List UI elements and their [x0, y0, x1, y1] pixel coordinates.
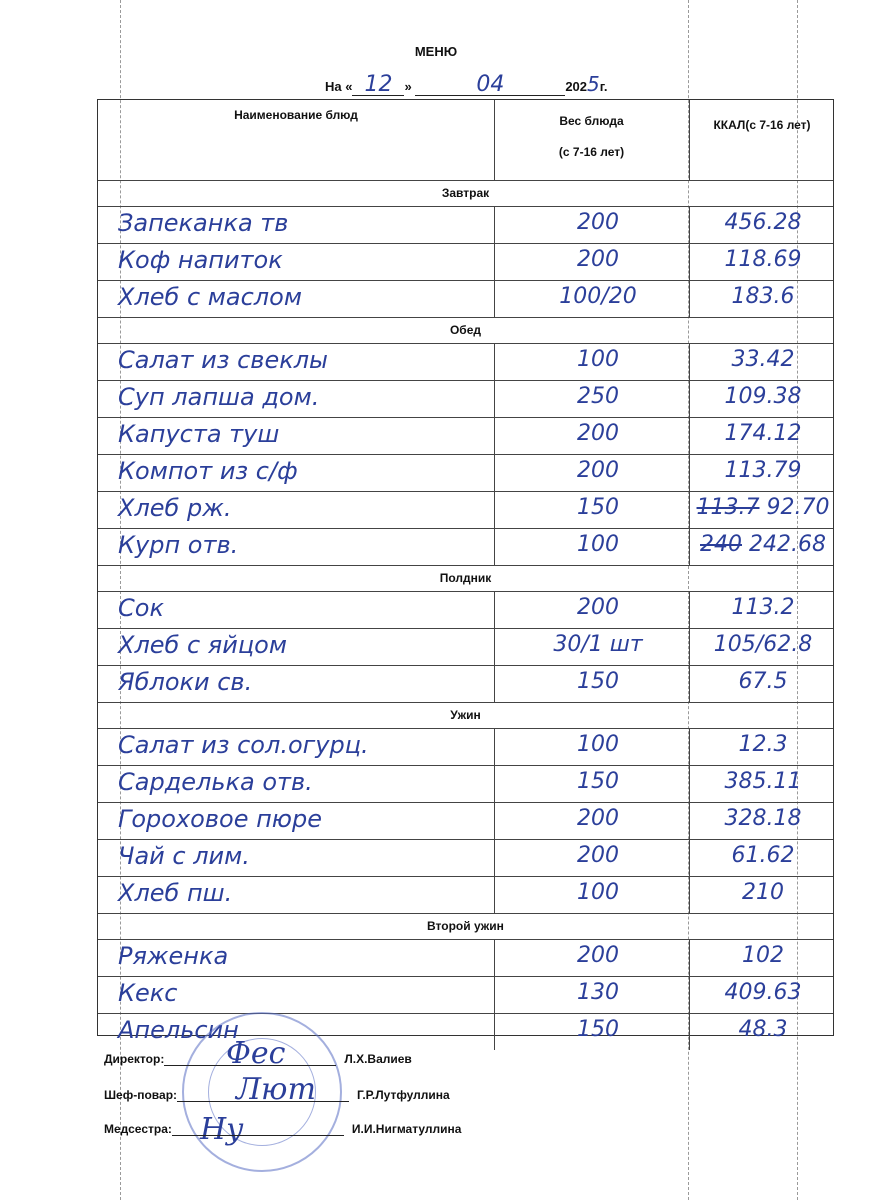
- column-divider: [494, 728, 495, 913]
- row-line: [98, 206, 833, 207]
- column-divider: [689, 343, 690, 565]
- director-signature: Фес: [226, 1036, 286, 1071]
- table-row: [98, 730, 833, 764]
- signature-role: Шеф-повар:: [104, 1088, 178, 1102]
- row-line: [98, 528, 833, 529]
- dish-weight: 100/20: [559, 284, 637, 309]
- row-line: [98, 976, 833, 977]
- row-line: [98, 665, 833, 666]
- row-line: [98, 317, 833, 318]
- dish-weight: 130: [577, 980, 619, 1005]
- column-divider: [494, 100, 495, 180]
- column-divider: [494, 343, 495, 565]
- row-line: [98, 765, 833, 766]
- dish-name: Хлеб пш.: [118, 879, 233, 907]
- row-line: [98, 343, 833, 344]
- dish-name: Гороховое пюре: [118, 805, 322, 833]
- dish-weight: 200: [577, 806, 619, 831]
- dish-name: Сок: [118, 594, 164, 622]
- table-row: [98, 282, 833, 316]
- signature-line: [164, 1053, 336, 1066]
- signature-name: И.И.Нигматуллина: [351, 1122, 462, 1136]
- dish-weight: 200: [577, 458, 619, 483]
- row-line: [98, 728, 833, 729]
- day-blank: [352, 72, 404, 97]
- date-prefix: На «: [325, 79, 353, 94]
- row-line: [98, 628, 833, 629]
- row-line: [98, 702, 833, 703]
- column-header-weight-age: (с 7-16 лет): [558, 145, 625, 159]
- dish-kcal: 409.63: [724, 980, 802, 1005]
- section-title: Второй ужин: [427, 919, 504, 933]
- dish-kcal: 61.62: [731, 843, 795, 868]
- column-divider: [689, 100, 690, 180]
- section-title: Полдник: [439, 571, 492, 585]
- dish-kcal: 33.42: [731, 347, 795, 372]
- column-divider: [689, 591, 690, 702]
- dish-kcal: 328.18: [724, 806, 802, 831]
- row-line: [98, 1013, 833, 1014]
- year-digit: 5: [587, 72, 600, 96]
- column-divider: [494, 206, 495, 317]
- table-row: [98, 667, 833, 701]
- dish-name: Кекс: [118, 979, 178, 1007]
- dish-name: Хлеб с яйцом: [118, 631, 287, 659]
- table-row: [98, 593, 833, 627]
- dish-name: Суп лапша дом.: [118, 383, 320, 411]
- year-suffix: г.: [599, 79, 608, 94]
- dish-name: Ряженка: [118, 942, 229, 970]
- dish-weight: 150: [577, 769, 619, 794]
- row-line: [98, 839, 833, 840]
- table-row: [98, 382, 833, 416]
- month-value: 04: [476, 72, 505, 97]
- signature-name: Г.Р.Лутфуллина: [357, 1088, 450, 1102]
- dish-kcal: 105/62.8: [713, 632, 813, 657]
- signature-line: [172, 1123, 344, 1136]
- dish-kcal: 385.11: [724, 769, 802, 794]
- signature-role: Директор:: [104, 1052, 165, 1066]
- row-line: [98, 565, 833, 566]
- nurse-signature: Ну: [200, 1112, 244, 1147]
- dish-name: Сарделька отв.: [118, 768, 313, 796]
- dish-weight: 200: [577, 210, 619, 235]
- column-header-weight: Вес блюда: [559, 114, 624, 128]
- column-header-kcal: ККАЛ(с 7-16 лет): [713, 118, 811, 132]
- dish-weight: 100: [577, 732, 619, 757]
- row-line: [98, 913, 833, 914]
- dish-kcal-value: 242.68: [749, 532, 826, 557]
- dish-kcal: 210: [742, 880, 784, 905]
- dish-kcal: 113.79: [724, 458, 802, 483]
- table-row: [98, 245, 833, 279]
- dish-weight: 150: [577, 495, 619, 520]
- dish-kcal: 109.38: [724, 384, 802, 409]
- column-divider: [689, 728, 690, 913]
- column-divider: [689, 939, 690, 1050]
- dish-weight: 200: [577, 843, 619, 868]
- section-title: Обед: [449, 323, 482, 337]
- dish-kcal: 102: [742, 943, 784, 968]
- dish-weight: 30/1 шт: [553, 632, 643, 657]
- date-line: [325, 72, 608, 96]
- table-row: [98, 941, 833, 975]
- dish-name: Компот из с/ф: [118, 457, 298, 485]
- section-title: Ужин: [450, 708, 481, 722]
- table-row: [98, 978, 833, 1012]
- row-line: [98, 380, 833, 381]
- table-row: [98, 208, 833, 242]
- row-line: [98, 417, 833, 418]
- signature-director: [104, 1052, 412, 1066]
- dish-kcal: 12.3: [738, 732, 788, 757]
- dish-name: Чай с лим.: [118, 842, 250, 870]
- chef-signature: Лют: [236, 1072, 316, 1107]
- dish-weight: 250: [577, 384, 619, 409]
- menu-table: [97, 99, 834, 1044]
- dish-weight: 200: [577, 595, 619, 620]
- column-divider: [494, 939, 495, 1050]
- dish-kcal: 174.12: [724, 421, 802, 446]
- day-value: 12: [364, 72, 393, 97]
- row-line: [98, 591, 833, 592]
- dish-name: Яблоки св.: [118, 668, 253, 696]
- month-blank: [415, 72, 565, 97]
- dish-weight: 100: [577, 532, 619, 557]
- dish-kcal-struck: 113.7: [696, 495, 760, 520]
- table-row: [98, 767, 833, 801]
- row-line: [98, 802, 833, 803]
- dish-weight: 150: [577, 1017, 619, 1042]
- dish-weight: 200: [577, 421, 619, 446]
- row-line: [98, 454, 833, 455]
- dish-kcal: 48.3: [738, 1017, 788, 1042]
- dish-kcal: 67.5: [738, 669, 788, 694]
- table-row: [98, 530, 833, 564]
- signature-role: Медсестра:: [104, 1122, 172, 1136]
- year-prefix: 202: [565, 79, 588, 94]
- signature-chef: [104, 1088, 450, 1102]
- dish-kcal: 456.28: [724, 210, 802, 235]
- row-line: [98, 243, 833, 244]
- dish-kcal-struck: 240: [700, 532, 742, 557]
- table-row: [98, 419, 833, 453]
- table-row: [98, 456, 833, 490]
- table-row: [98, 345, 833, 379]
- dish-weight: 200: [577, 247, 619, 272]
- row-line: [98, 876, 833, 877]
- dish-weight: 100: [577, 880, 619, 905]
- dish-kcal-value: 92.70: [766, 495, 830, 520]
- date-mid: »: [404, 79, 412, 94]
- row-line: [98, 280, 833, 281]
- dish-name: Запеканка тв: [118, 209, 289, 237]
- table-row: [98, 493, 833, 527]
- dish-kcal: 118.69: [724, 247, 802, 272]
- menu-title: МЕНЮ: [414, 44, 458, 59]
- dish-name: Курп отв.: [118, 531, 239, 559]
- dish-name: Коф напиток: [118, 246, 283, 274]
- signature-line: [177, 1089, 349, 1102]
- dish-kcal: 113.2: [731, 595, 795, 620]
- dish-name: Хлеб рж.: [118, 494, 232, 522]
- dish-kcal: [688, 493, 838, 527]
- table-row: [98, 630, 833, 664]
- dish-name: Салат из свеклы: [118, 346, 328, 374]
- dish-weight: 150: [577, 669, 619, 694]
- dish-kcal: 183.6: [731, 284, 795, 309]
- table-row: [98, 804, 833, 838]
- dish-name: Капуста туш: [118, 420, 280, 448]
- signature-nurse: [104, 1122, 461, 1136]
- dish-weight: 200: [577, 943, 619, 968]
- column-header-dish: Наименование блюд: [234, 108, 358, 122]
- row-line: [98, 180, 833, 181]
- row-line: [98, 491, 833, 492]
- dish-name: Апельсин: [118, 1016, 239, 1044]
- signature-name: Л.Х.Валиев: [344, 1052, 412, 1066]
- table-row: [98, 878, 833, 912]
- dish-weight: 100: [577, 347, 619, 372]
- section-title: Завтрак: [441, 186, 490, 200]
- dish-kcal: [688, 530, 838, 564]
- column-divider: [689, 206, 690, 317]
- column-divider: [494, 591, 495, 702]
- table-row: [98, 841, 833, 875]
- dish-name: Салат из сол.огурц.: [118, 731, 369, 759]
- dish-name: Хлеб с маслом: [118, 283, 302, 311]
- row-line: [98, 939, 833, 940]
